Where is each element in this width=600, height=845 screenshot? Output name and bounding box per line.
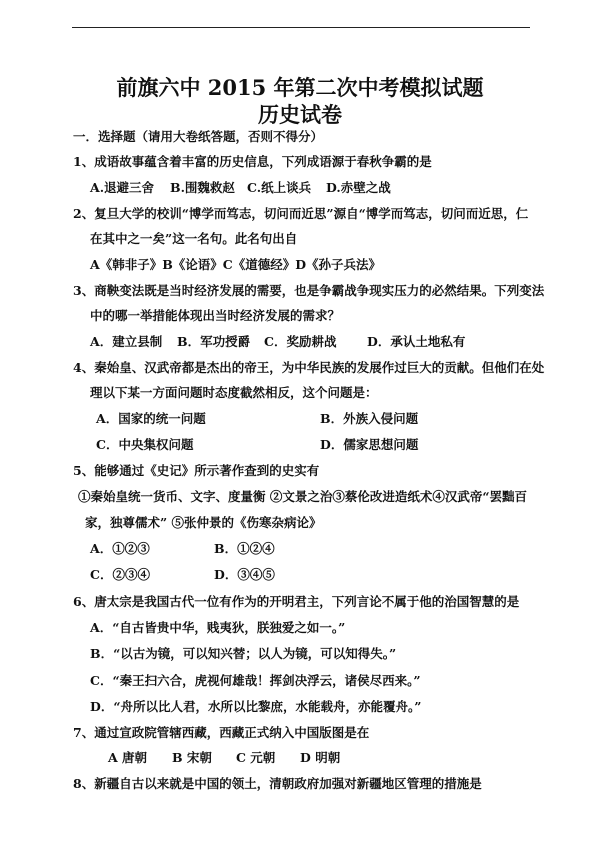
q1-option-a: A.退避三舍 xyxy=(90,180,155,195)
q1-option-c: C.纸上谈兵 xyxy=(247,180,312,195)
q7-option-d: D 明朝 xyxy=(300,750,341,765)
q6-option-d: D．“舟所以比人君，水所以比黎庶，水能载舟，亦能覆舟。” xyxy=(90,699,422,714)
header-rule xyxy=(72,27,530,28)
question-8-stem: 8、新疆自古以来就是中国的领土，清朝政府加强对新疆地区管理的措施是 xyxy=(73,776,482,791)
q4-option-d: D．儒家思想问题 xyxy=(320,437,419,452)
question-5-stem: 5、能够通过《史记》所示著作查到的史实有 xyxy=(73,463,320,478)
question-3-stem-line2: 中的哪一举措能体现出当时经济发展的需求？ xyxy=(90,308,341,323)
q3-option-b: B．军功授爵 xyxy=(177,334,251,349)
q5-items-line2: 家，独尊儒术” ⑤张仲景的《伤寒杂病论》 xyxy=(85,515,322,530)
q5-items-line1: ①秦始皇统一货币、文字、度量衡 ②文景之治③蔡伦改进造纸术④汉武帝“罢黜百 xyxy=(78,489,528,504)
q6-option-a: A．“自古皆贵中华，贱夷狄，朕独爱之如一。” xyxy=(90,620,346,635)
q5-option-a: A．①②③ xyxy=(90,541,150,556)
q5-option-c: C．②③④ xyxy=(90,567,150,582)
q3-option-a: A．建立县制 xyxy=(90,334,163,349)
q3-option-c: C．奖励耕战 xyxy=(264,334,337,349)
question-6-stem: 6、唐太宗是我国古代一位有作为的开明君主，下列言论不属于他的治国智慧的是 xyxy=(73,594,520,609)
q5-option-d: D．③④⑤ xyxy=(214,567,275,582)
q6-option-c: C．“秦王扫六合，虎视何雄哉！挥剑决浮云，诸侯尽西来。” xyxy=(90,673,421,688)
q3-option-d: D．承认土地私有 xyxy=(367,334,466,349)
q4-option-c: C．中央集权问题 xyxy=(96,437,194,452)
q7-option-c: C 元朝 xyxy=(236,750,276,765)
q1-option-d: D.赤壁之战 xyxy=(326,180,391,195)
section-heading: 一．选择题（请用大卷纸答题，否则不得分） xyxy=(73,129,324,144)
q5-option-b: B．①②④ xyxy=(214,541,275,556)
exam-title: 前旗六中 2015 年第二次中考模拟试题 xyxy=(116,75,484,100)
question-2-stem-line2: 在其中之一矣”这一名句。此名句出自 xyxy=(90,231,298,246)
q6-option-b: B．“以古为镜，可以知兴替；以人为镜，可以知得失。” xyxy=(90,646,397,661)
q7-option-a: A 唐朝 xyxy=(108,750,148,765)
q4-option-b: B．外族入侵问题 xyxy=(320,411,419,426)
question-1-stem: 1、成语故事蕴含着丰富的历史信息，下列成语源于春秋争霸的是 xyxy=(73,154,432,169)
q4-option-a: A．国家的统一问题 xyxy=(96,411,206,426)
question-4-stem-line1: 4、秦始皇、汉武帝都是杰出的帝王，为中华民族的发展作过巨大的贡献。但他们在处 xyxy=(73,360,545,375)
question-2-stem-line1: 2、复旦大学的校训“博学而笃志，切问而近思”源自“博学而笃志，切问而近思，仁 xyxy=(73,206,529,221)
q1-option-b: B.围魏救赵 xyxy=(170,180,235,195)
question-7-stem: 7、通过宣政院管辖西藏，西藏正式纳入中国版图是在 xyxy=(73,725,370,740)
q7-option-b: B 宋朝 xyxy=(172,750,212,765)
q2-options: A《韩非子》B《论语》C《道德经》D《孙子兵法》 xyxy=(90,257,382,272)
question-4-stem-line2: 理以下某一方面问题时态度截然相反，这个问题是： xyxy=(90,385,378,400)
question-3-stem-line1: 3、商鞅变法既是当时经济发展的需要，也是争霸战争现实压力的必然结果。下列变法 xyxy=(73,283,545,298)
exam-subtitle: 历史试卷 xyxy=(258,102,342,127)
